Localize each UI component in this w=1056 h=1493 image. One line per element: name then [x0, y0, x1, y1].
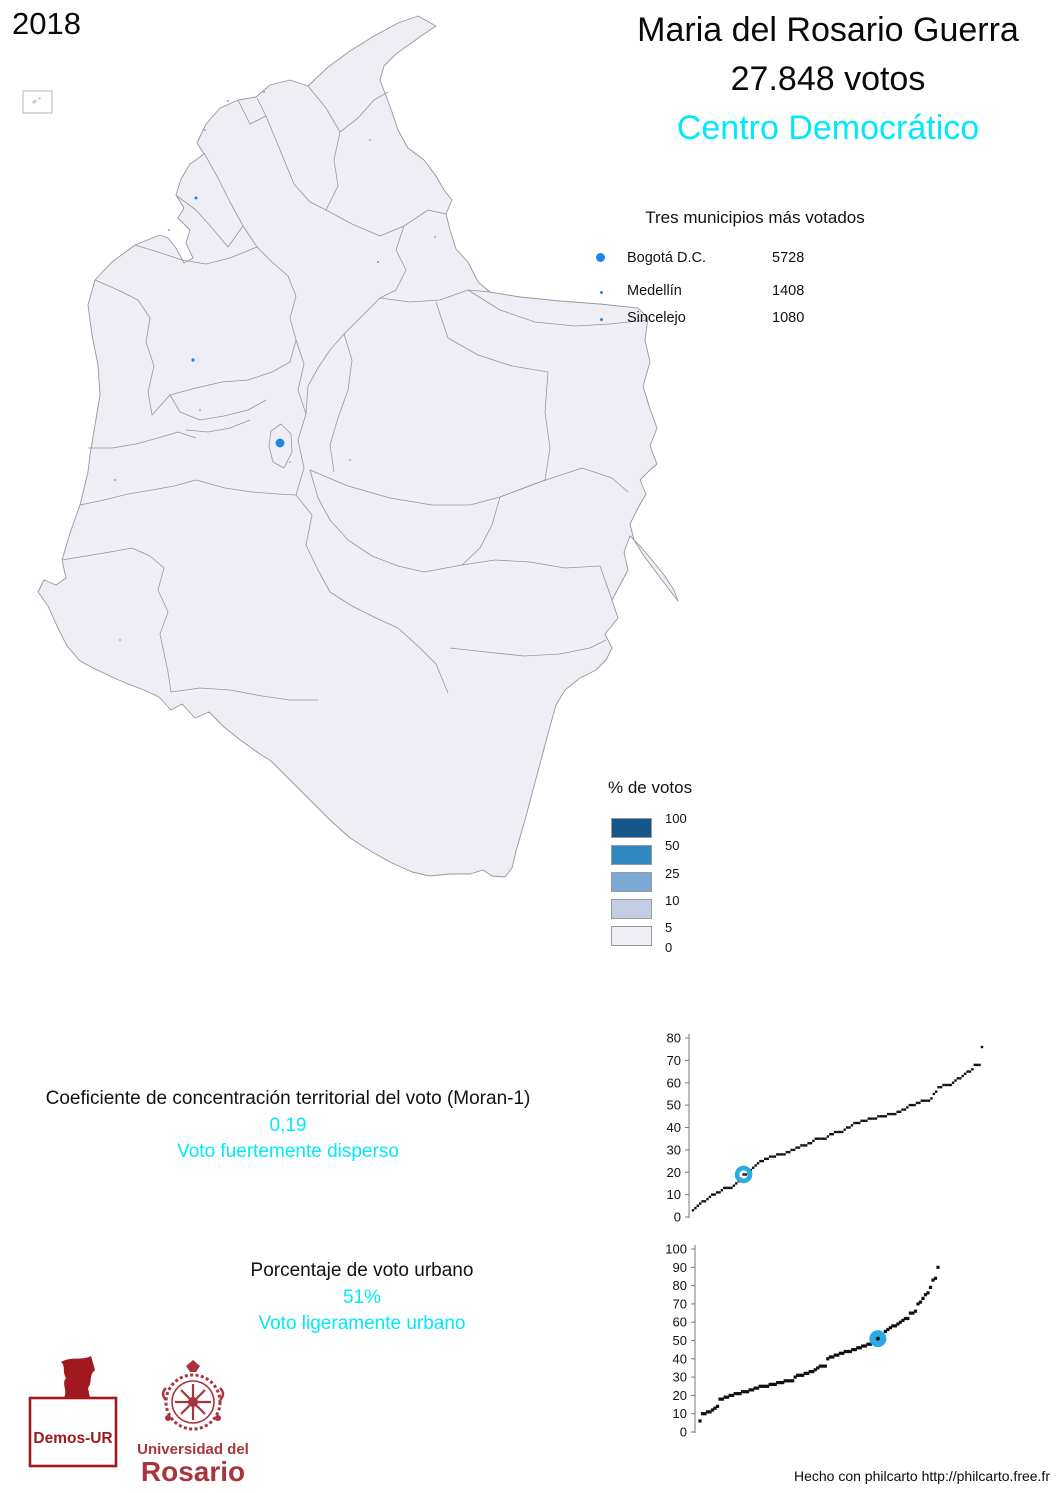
urban-heading: Porcentaje de voto urbano — [250, 1260, 474, 1281]
data-point — [769, 1155, 771, 1157]
data-point — [942, 1084, 944, 1086]
data-point — [936, 1266, 939, 1269]
data-point — [776, 1153, 778, 1155]
dot-medellin — [191, 358, 194, 361]
data-point — [771, 1155, 773, 1157]
data-point — [868, 1117, 870, 1119]
data-point — [795, 1146, 797, 1148]
data-point — [851, 1124, 853, 1126]
data-point — [834, 1131, 836, 1133]
data-point — [815, 1138, 817, 1140]
municipality-name: Bogotá D.C. — [627, 250, 706, 266]
municipality-row — [595, 283, 915, 301]
data-point — [817, 1138, 819, 1140]
data-point — [721, 1189, 723, 1191]
data-point — [807, 1142, 809, 1144]
y-tick-label: 30 — [666, 1142, 681, 1158]
data-point — [698, 1419, 701, 1422]
y-tick-label: 80 — [672, 1278, 687, 1294]
moran-stat-block — [30, 1086, 546, 1166]
data-point — [839, 1131, 841, 1133]
data-point — [791, 1149, 793, 1151]
legend-boundary-label: 25 — [665, 866, 680, 881]
highlight-center-dot — [876, 1337, 880, 1341]
data-point — [805, 1144, 807, 1146]
data-point — [783, 1153, 785, 1155]
urban-interpretation: Voto ligeramente urbano — [258, 1313, 466, 1334]
data-point — [762, 1160, 764, 1162]
data-point — [863, 1120, 865, 1122]
municipality-row — [595, 310, 915, 328]
municipality-votes: 5728 — [772, 250, 805, 266]
legend-boundary-label: 100 — [665, 811, 687, 826]
data-point — [921, 1297, 924, 1300]
data-point — [841, 1131, 843, 1133]
universidad-del-text: Universidad del — [137, 1441, 249, 1458]
data-point — [728, 1187, 730, 1189]
data-point — [767, 1158, 769, 1160]
data-point — [966, 1070, 968, 1072]
data-point — [723, 1187, 725, 1189]
data-point — [959, 1077, 961, 1079]
data-point — [742, 1173, 744, 1175]
legend-swatch — [611, 899, 652, 919]
urban-value: 51% — [342, 1286, 382, 1308]
y-tick-label: 10 — [666, 1187, 681, 1203]
y-tick-label: 50 — [672, 1333, 687, 1348]
y-tick-label: 40 — [672, 1351, 687, 1367]
data-point — [954, 1079, 956, 1081]
country-outline — [38, 16, 678, 877]
data-point — [909, 1104, 911, 1106]
data-point — [870, 1117, 872, 1119]
y-tick-label: 90 — [672, 1259, 687, 1275]
data-point — [798, 1146, 800, 1148]
data-point — [969, 1070, 971, 1072]
data-point — [906, 1106, 908, 1108]
data-point — [757, 1162, 759, 1164]
data-point — [894, 1113, 896, 1115]
data-point — [930, 1097, 932, 1099]
dot-sincelejo — [195, 197, 198, 200]
data-point — [865, 1120, 867, 1122]
data-point — [933, 1093, 935, 1095]
data-point — [800, 1144, 802, 1146]
y-tick-label: 20 — [666, 1164, 681, 1180]
y-tick-label: 60 — [672, 1314, 687, 1330]
universidad-rosario-wordmark — [130, 1441, 256, 1486]
y-tick-label: 70 — [672, 1296, 687, 1312]
top-municipalities-title: Tres municipios más votados — [645, 208, 865, 227]
data-point — [935, 1091, 937, 1093]
data-point — [779, 1153, 781, 1155]
data-point — [752, 1167, 754, 1169]
data-point — [812, 1140, 814, 1142]
philcarto-credit: Hecho con philcarto http://philcarto.free.fr — [793, 1468, 1050, 1484]
data-point — [846, 1126, 848, 1128]
data-point — [974, 1064, 976, 1066]
universidad-rosario-crest-icon — [156, 1358, 230, 1440]
data-point — [981, 1046, 983, 1048]
legend-boundary-label: 10 — [665, 893, 680, 908]
data-point — [926, 1291, 929, 1294]
municipality-dot-icon — [600, 291, 603, 294]
municipality-dot-icon — [600, 318, 603, 321]
data-point — [962, 1075, 964, 1077]
data-point — [940, 1086, 942, 1088]
y-tick-label: 60 — [666, 1075, 681, 1091]
data-point — [733, 1185, 735, 1187]
data-point — [793, 1149, 795, 1151]
data-point — [810, 1142, 812, 1144]
data-point — [706, 1198, 708, 1200]
legend-boundary-label: 5 — [665, 920, 673, 935]
y-tick-label: 0 — [673, 1209, 681, 1225]
data-point — [899, 1111, 901, 1113]
y-tick-label: 10 — [672, 1406, 687, 1422]
data-point — [971, 1068, 973, 1070]
data-point — [827, 1135, 829, 1137]
choropleth-legend — [608, 778, 738, 968]
data-point — [906, 1317, 909, 1320]
data-point — [945, 1084, 947, 1086]
data-point — [822, 1138, 824, 1140]
data-point — [887, 1113, 889, 1115]
data-point — [788, 1151, 790, 1153]
data-point — [875, 1117, 877, 1119]
data-point — [885, 1115, 887, 1117]
inset-san-andres-box — [23, 91, 52, 113]
moran-heading: Coeficiente de concentración territorial del voto (Moran-1) — [45, 1088, 531, 1109]
data-point — [803, 1144, 805, 1146]
year-label: 2018 — [12, 6, 81, 41]
data-point — [699, 1202, 701, 1204]
data-point — [786, 1151, 788, 1153]
data-point — [934, 1277, 937, 1280]
data-point — [701, 1200, 703, 1202]
data-point — [928, 1100, 930, 1102]
data-point — [889, 1113, 891, 1115]
data-point — [978, 1064, 980, 1066]
choropleth-legend-title: % de votos — [608, 778, 693, 797]
urban-stat-block — [182, 1258, 542, 1338]
moran-value: 0,19 — [269, 1114, 307, 1136]
data-point — [759, 1160, 761, 1162]
data-point — [848, 1126, 850, 1128]
data-point — [735, 1182, 737, 1184]
municipality-name: Sincelejo — [627, 310, 686, 326]
municipality-name: Medellín — [627, 283, 682, 299]
data-point — [937, 1086, 939, 1088]
y-tick-label: 50 — [666, 1097, 681, 1113]
data-point — [921, 1100, 923, 1102]
data-point — [952, 1082, 954, 1084]
data-point — [904, 1108, 906, 1110]
data-point — [709, 1196, 711, 1198]
y-tick-label: 70 — [666, 1052, 681, 1068]
title-block — [600, 6, 1056, 153]
data-point — [925, 1100, 927, 1102]
legend-swatch — [611, 926, 652, 946]
data-point — [853, 1122, 855, 1124]
data-point — [716, 1405, 719, 1408]
data-point — [914, 1310, 917, 1313]
data-point — [929, 1286, 932, 1289]
data-point — [957, 1077, 959, 1079]
municipality-votes: 1408 — [772, 283, 805, 299]
data-point — [880, 1115, 882, 1117]
data-point — [764, 1158, 766, 1160]
y-tick-label: 40 — [666, 1120, 681, 1135]
y-tick-label: 0 — [679, 1424, 687, 1440]
dot-bogota — [276, 439, 285, 448]
data-point — [824, 1138, 826, 1140]
data-point — [897, 1111, 899, 1113]
data-point — [716, 1191, 718, 1193]
data-point — [774, 1155, 776, 1157]
municipality-dot-icon — [596, 253, 605, 262]
legend-swatch — [611, 872, 652, 892]
legend-boundary-label: 0 — [665, 940, 673, 955]
data-point — [860, 1120, 862, 1122]
data-point — [901, 1108, 903, 1110]
data-point — [882, 1115, 884, 1117]
rosario-text: Rosario — [140, 1456, 246, 1487]
data-point — [829, 1133, 831, 1135]
data-point — [819, 1138, 821, 1140]
municipality-votes: 1080 — [772, 310, 805, 326]
data-point — [718, 1191, 720, 1193]
demos-ur-logo — [25, 1352, 125, 1472]
legend-boundary-label: 50 — [665, 838, 680, 853]
municipality-row — [595, 250, 915, 268]
legend-swatch — [611, 818, 652, 838]
data-point — [877, 1115, 879, 1117]
data-point — [911, 1104, 913, 1106]
moran-interpretation: Voto fuertemente disperso — [177, 1141, 399, 1162]
data-point — [976, 1064, 978, 1066]
data-point — [844, 1129, 846, 1131]
data-point — [692, 1209, 694, 1211]
legend-swatch — [611, 845, 652, 865]
y-tick-label: 20 — [672, 1387, 687, 1403]
data-point — [711, 1193, 713, 1195]
party-name: Centro Democrático — [676, 109, 980, 147]
vote-total: 27.848 votos — [730, 60, 926, 98]
data-point — [947, 1084, 949, 1086]
data-point — [913, 1104, 915, 1106]
data-point — [919, 1301, 922, 1304]
data-point — [918, 1102, 920, 1104]
data-point — [754, 1164, 756, 1166]
y-tick-label: 100 — [665, 1242, 687, 1257]
moran-rank-scatter-chart — [656, 1030, 996, 1230]
data-point — [730, 1187, 732, 1189]
data-point — [704, 1200, 706, 1202]
urban-rank-scatter-chart — [656, 1242, 996, 1442]
y-tick-label: 80 — [666, 1030, 681, 1046]
y-tick-label: 30 — [672, 1369, 687, 1385]
data-point — [858, 1122, 860, 1124]
data-point — [726, 1187, 728, 1189]
data-point — [824, 1365, 827, 1368]
data-point — [694, 1207, 696, 1209]
data-point — [872, 1117, 874, 1119]
data-point — [923, 1100, 925, 1102]
data-point — [856, 1122, 858, 1124]
data-point — [781, 1153, 783, 1155]
data-point — [964, 1073, 966, 1075]
data-point — [916, 1102, 918, 1104]
demos-ur-label: Demos-UR — [33, 1430, 113, 1447]
data-point — [832, 1133, 834, 1135]
data-point — [892, 1113, 894, 1115]
data-point — [697, 1205, 699, 1207]
data-point — [714, 1193, 716, 1195]
data-point — [791, 1379, 794, 1382]
data-point — [836, 1131, 838, 1133]
ballot-box-icon — [25, 1352, 125, 1472]
data-point — [950, 1084, 952, 1086]
data-point — [745, 1173, 747, 1175]
candidate-name: Maria del Rosario Guerra — [637, 11, 1019, 49]
